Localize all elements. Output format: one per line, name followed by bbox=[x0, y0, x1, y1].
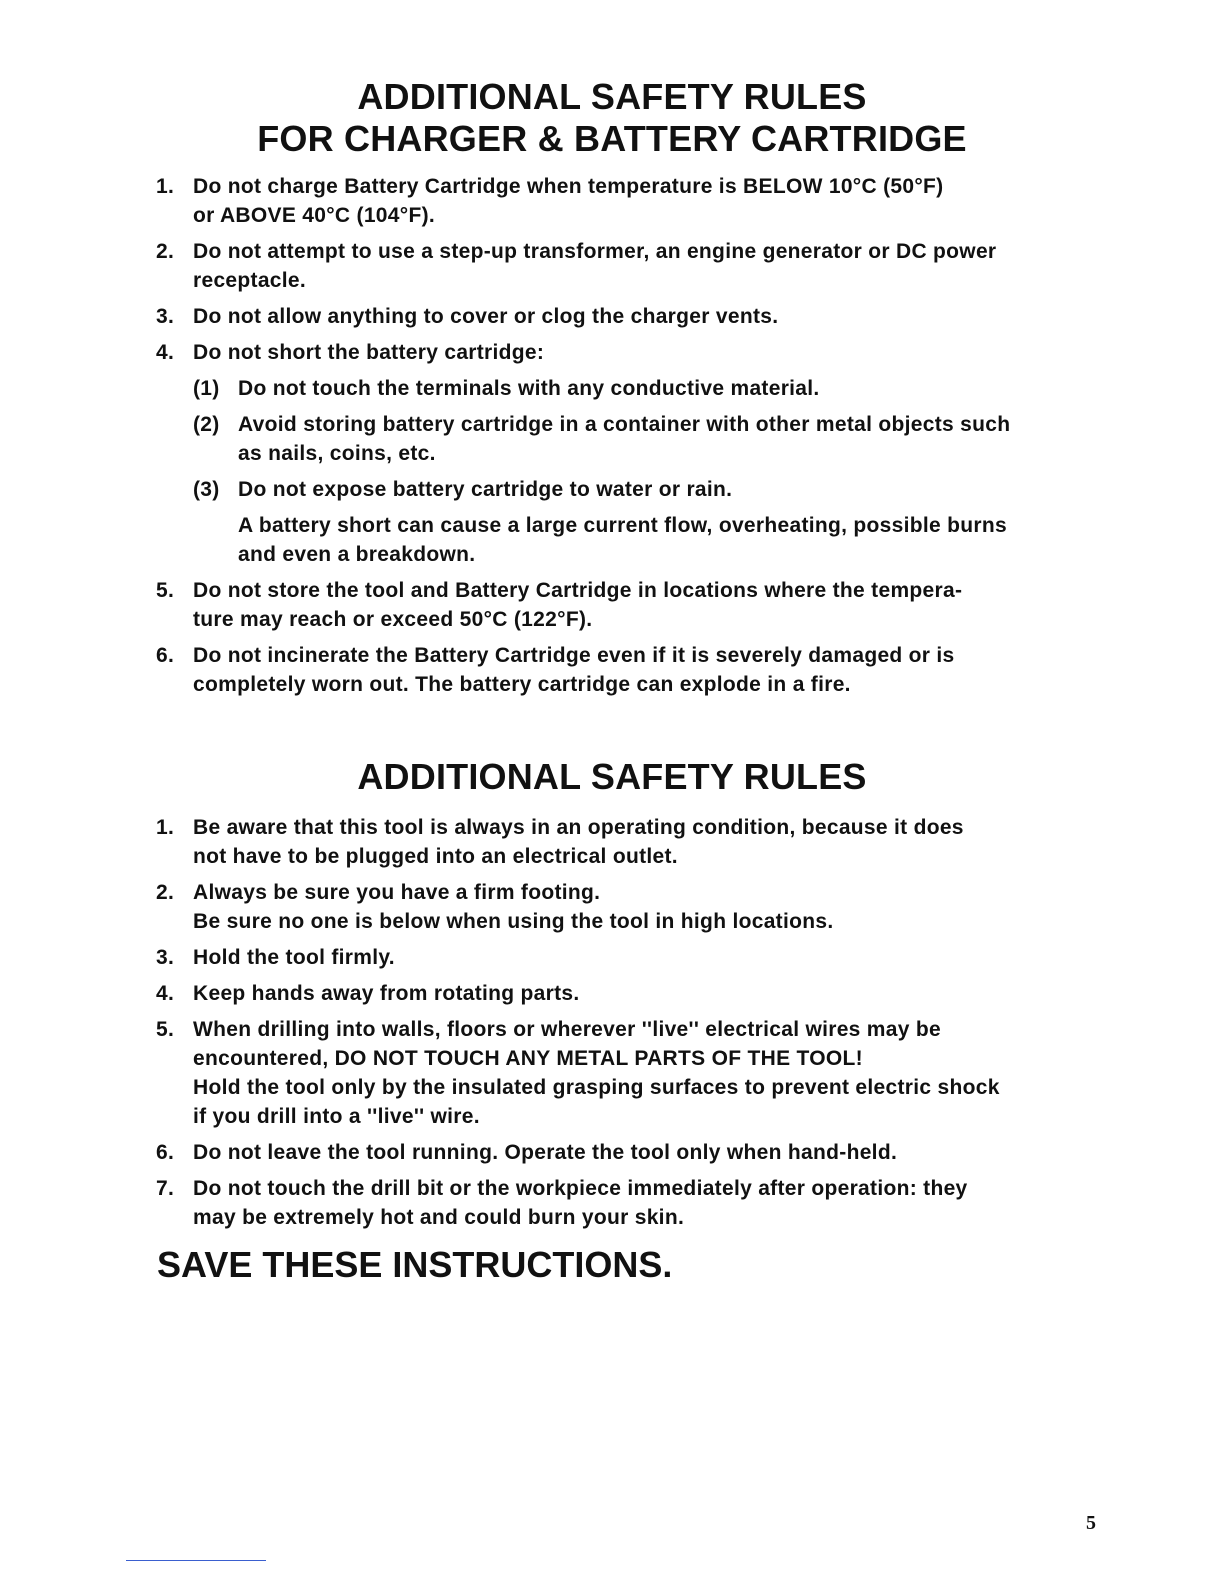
rule-number: 2. bbox=[156, 240, 175, 263]
note-text: and even a breakdown. bbox=[238, 543, 476, 566]
rule-text: encountered, DO NOT TOUCH ANY METAL PARTS OF THE TOOL! bbox=[193, 1047, 863, 1070]
rule-number: 5. bbox=[156, 1018, 175, 1041]
rule-text: Hold the tool only by the insulated grasping surfaces to prevent electric shock bbox=[193, 1076, 1000, 1099]
sub-rule-number: (1) bbox=[193, 377, 220, 400]
rule-text: Keep hands away from rotating parts. bbox=[193, 982, 580, 1005]
rule-text: or ABOVE 40°C (104°F). bbox=[193, 204, 436, 227]
sub-rule-list bbox=[193, 374, 1100, 504]
rule-item bbox=[156, 1138, 1100, 1167]
rule-number: 4. bbox=[156, 982, 175, 1005]
rule-number: 2. bbox=[156, 881, 175, 904]
rule-text: if you drill into a ''live'' wire. bbox=[193, 1105, 480, 1128]
rule-text: Do not short the battery cartridge: bbox=[193, 341, 545, 364]
rule-text: Do not attempt to use a step-up transformer, an engine generator or DC power bbox=[193, 240, 997, 263]
rule-text: When drilling into walls, floors or wherever ''live'' electrical wires may be bbox=[193, 1018, 941, 1041]
rule-text: Be aware that this tool is always in an operating condition, because it does bbox=[193, 816, 964, 839]
rule-text: Hold the tool firmly. bbox=[193, 946, 395, 969]
sub-rule-text: as nails, coins, etc. bbox=[238, 442, 436, 465]
rule-item bbox=[156, 1015, 1100, 1131]
rule-item bbox=[156, 172, 1100, 230]
charger-battery-rules-list bbox=[156, 172, 1100, 706]
rule-item bbox=[156, 302, 1100, 331]
rule-item bbox=[156, 979, 1100, 1008]
rule-number: 5. bbox=[156, 579, 175, 602]
rule-number: 3. bbox=[156, 946, 175, 969]
rule-number: 3. bbox=[156, 305, 175, 328]
rule-number: 1. bbox=[156, 816, 175, 839]
rule-text: Do not store the tool and Battery Cartridge in locations where the tempera- bbox=[193, 579, 963, 602]
rule-item bbox=[156, 576, 1100, 634]
footer-rule bbox=[126, 1560, 266, 1561]
sub-rule-text: Avoid storing battery cartridge in a container with other metal objects such bbox=[238, 413, 1011, 436]
sub-rule-item bbox=[193, 410, 1100, 468]
heading-line-2: FOR CHARGER & BATTERY CARTRIDGE bbox=[257, 118, 967, 159]
rule-number: 6. bbox=[156, 644, 175, 667]
page-number: 5 bbox=[1086, 1512, 1096, 1534]
rule-item bbox=[156, 813, 1100, 871]
rule-number: 6. bbox=[156, 1141, 175, 1164]
heading-line-1: ADDITIONAL SAFETY RULES bbox=[357, 76, 867, 117]
rule-text: Do not touch the drill bit or the workpiece immediately after operation: they bbox=[193, 1177, 968, 1200]
rule-item bbox=[156, 641, 1100, 699]
charger-battery-rules-heading bbox=[0, 76, 1224, 160]
sub-rule-number: (2) bbox=[193, 413, 220, 436]
rule-number: 7. bbox=[156, 1177, 175, 1200]
rule-item bbox=[156, 338, 1100, 569]
rule-item bbox=[156, 943, 1100, 972]
rule-text: may be extremely hot and could burn your skin. bbox=[193, 1206, 685, 1229]
rule-text: receptacle. bbox=[193, 269, 307, 292]
sub-rule-number: (3) bbox=[193, 478, 220, 501]
sub-rule-item bbox=[193, 475, 1100, 504]
rule-number: 1. bbox=[156, 175, 175, 198]
sub-rule-item bbox=[193, 374, 1100, 403]
sub-rule-text: Do not expose battery cartridge to water or rain. bbox=[238, 478, 733, 501]
rule-text: Do not allow anything to cover or clog the charger vents. bbox=[193, 305, 779, 328]
additional-safety-rules-list bbox=[156, 813, 1100, 1239]
rule-text: Do not incinerate the Battery Cartridge even if it is severely damaged or is bbox=[193, 644, 955, 667]
rule-text: Be sure no one is below when using the tool in high locations. bbox=[193, 910, 834, 933]
rule-number: 4. bbox=[156, 341, 175, 364]
battery-short-note bbox=[193, 511, 1100, 569]
rule-text: Do not leave the tool running. Operate the tool only when hand-held. bbox=[193, 1141, 898, 1164]
sub-rule-text: Do not touch the terminals with any conductive material. bbox=[238, 377, 820, 400]
rule-text: not have to be plugged into an electrical outlet. bbox=[193, 845, 678, 868]
save-instructions-heading: SAVE THESE INSTRUCTIONS. bbox=[157, 1244, 673, 1285]
note-text: A battery short can cause a large current flow, overheating, possible burns bbox=[238, 514, 1007, 537]
rule-text: completely worn out. The battery cartridge can explode in a fire. bbox=[193, 673, 851, 696]
rule-item bbox=[156, 237, 1100, 295]
rule-item bbox=[156, 1174, 1100, 1232]
rule-text: Do not charge Battery Cartridge when temperature is BELOW 10°C (50°F) bbox=[193, 175, 944, 198]
rule-item bbox=[156, 878, 1100, 936]
additional-safety-rules-heading: ADDITIONAL SAFETY RULES bbox=[357, 756, 867, 797]
rule-text: Always be sure you have a firm footing. bbox=[193, 881, 601, 904]
rule-text: ture may reach or exceed 50°C (122°F). bbox=[193, 608, 593, 631]
